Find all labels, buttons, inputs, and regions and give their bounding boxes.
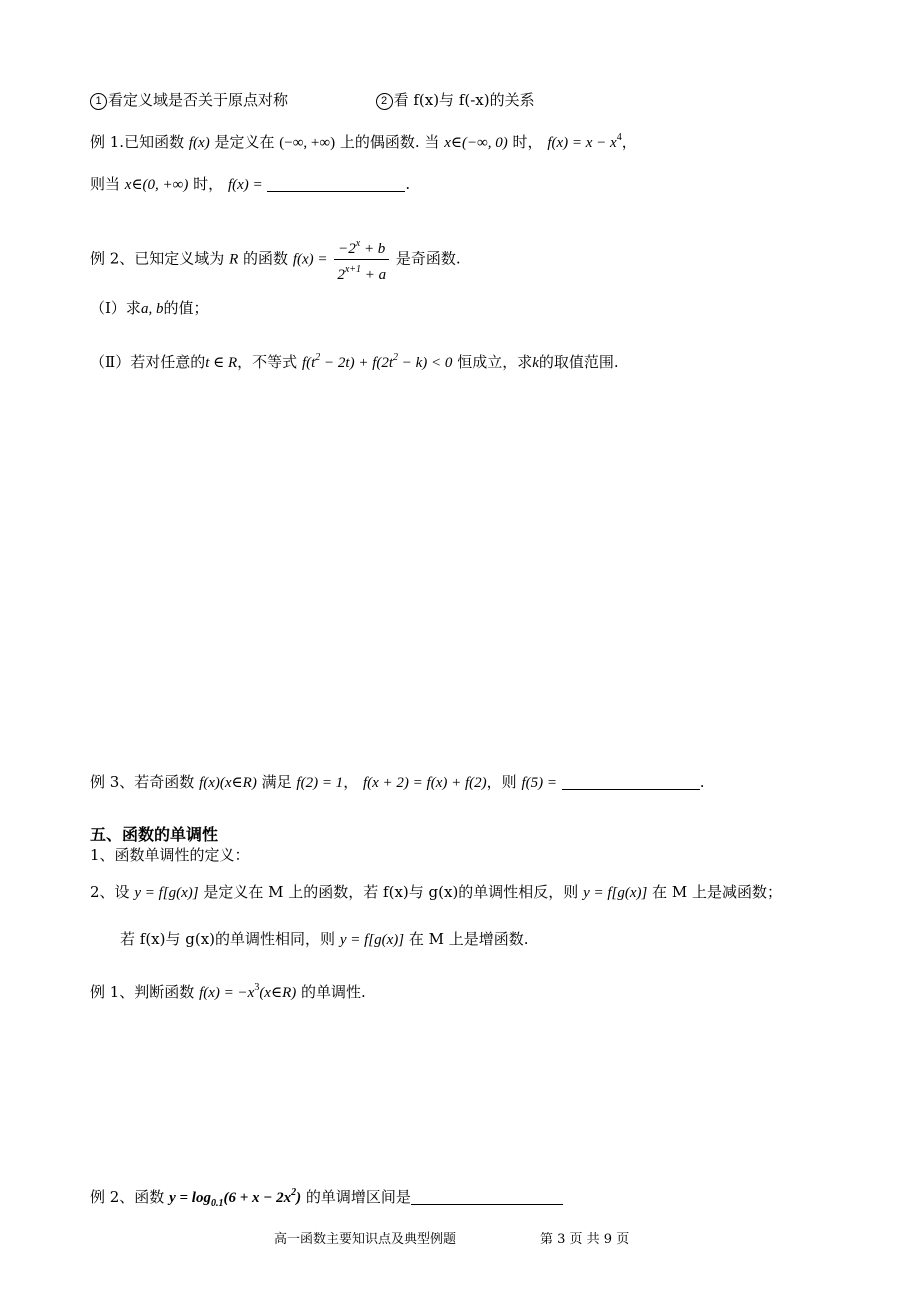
math-log-expression (169, 1187, 302, 1209)
answer-blank[interactable] (267, 177, 405, 192)
text: 的函数 (243, 249, 289, 268)
example-1-intro: 例 1.已知函数 (90, 133, 185, 151)
composite-rule-line-2 (120, 929, 529, 950)
math-f-x: f(x) = (292, 251, 328, 268)
example-3-line (90, 772, 705, 793)
text: 例 1、判断函数 (90, 983, 195, 1001)
text: （Ⅱ）若对任意的 (90, 353, 206, 371)
s5-example-1 (90, 978, 366, 1003)
text: （Ⅰ）求 (90, 299, 141, 317)
text: ， (343, 773, 359, 791)
math-condition-2: f(x + 2) = f(x) + f(2) (362, 775, 487, 791)
text: 的值； (163, 299, 209, 317)
math-subscript: 0.1 (210, 1198, 224, 1209)
check-relation-text: 看 f(x)与 f(-x)的关系 (393, 91, 535, 109)
composite-rule-line-1 (90, 882, 782, 903)
text: 时， (193, 175, 224, 193)
math-exponent: 2 (291, 1187, 297, 1198)
example-2-intro: 例 2、已知定义域为 (90, 249, 225, 268)
text: 是定义在 M 上的函数，若 f(x)与 g(x)的单调性相反，则 (203, 883, 579, 901)
math-domain: (−∞, +∞) (279, 135, 336, 151)
text: 则当 (90, 175, 121, 193)
text: 例 2、函数 (90, 1188, 165, 1206)
text: ，不等式 (237, 353, 298, 371)
answer-blank[interactable] (411, 1190, 563, 1205)
math-k: k (532, 355, 539, 371)
math-a-b: a, b (140, 301, 164, 317)
fraction-denominator (334, 260, 389, 285)
math: − 2t) + f(2t (320, 355, 394, 371)
text: . (405, 175, 411, 193)
text: 是定义在 (214, 133, 275, 151)
text: 的单调增区间是 (305, 1188, 411, 1206)
math-inequality (301, 352, 453, 371)
circled-number-1: 1 (90, 93, 107, 110)
text: 的取值范围. (538, 353, 619, 371)
text: 2、设 (90, 883, 130, 901)
math-condition: x∈(0, +∞) (124, 177, 189, 193)
math-equation: f(x) = x − x (547, 135, 617, 151)
text: 恒成立，求 (457, 353, 533, 371)
math: f(t (301, 355, 316, 371)
example-1-line-1 (90, 128, 637, 153)
math-condition-1: f(2) = 1 (296, 775, 344, 791)
text: ， (621, 133, 637, 151)
math-f-5: f(5) = (521, 775, 557, 791)
math: −2 (338, 241, 356, 257)
math: + b (360, 241, 386, 257)
math-exponent: 4 (616, 132, 622, 143)
math: f(x) = −x (199, 985, 255, 1001)
answer-blank[interactable] (562, 775, 700, 790)
text: 若 f(x)与 g(x)的单调性相同，则 (120, 930, 336, 948)
text: 在 M 上是减函数； (652, 883, 783, 901)
monotonicity-definition: 1、函数单调性的定义： (90, 846, 250, 864)
math-R: R (229, 251, 239, 268)
text: 时， (512, 133, 543, 151)
math-f-x: f(x) (188, 135, 210, 151)
section-heading: 五、函数的单调性 (90, 825, 219, 844)
math-exponent: 2 (393, 352, 399, 363)
text: 满足 (261, 773, 292, 791)
text: . (699, 773, 705, 791)
math: (6 + x − 2x (223, 1190, 292, 1206)
example-1-line-2 (90, 174, 410, 195)
text: ，则 (486, 773, 517, 791)
math-exponent: x (355, 238, 361, 249)
math: y = log (169, 1190, 211, 1206)
math-exponent: 3 (254, 982, 260, 993)
example-3-intro: 例 3、若奇函数 (90, 773, 195, 791)
math-composite: y = f[g(x)] (583, 885, 648, 901)
check-domain-text: 看定义域是否关于原点对称 (108, 91, 289, 109)
math: 2 (337, 267, 345, 283)
footer-title: 高一函数主要知识点及典型例题 (274, 1232, 457, 1247)
text: 是奇函数. (395, 249, 461, 268)
fraction (334, 234, 389, 285)
math: + a (361, 267, 387, 283)
math-exponent: x+1 (344, 264, 361, 275)
footer-page-number: 第 3 页 共 9 页 (540, 1232, 630, 1247)
example-2-line-1 (90, 234, 461, 285)
text: 的单调性. (301, 983, 366, 1001)
fraction-numerator (334, 234, 389, 260)
math-f-x: f(x)(x∈R) (199, 775, 257, 791)
math: (x∈R) (259, 985, 297, 1001)
parity-check-line (90, 90, 535, 110)
math-composite: y = f[g(x)] (134, 885, 199, 901)
example-2-part-1 (90, 298, 208, 319)
math-condition: x∈(−∞, 0) (444, 135, 508, 151)
math-exponent: 2 (315, 352, 321, 363)
example-2-part-2 (90, 348, 619, 373)
s5-example-2 (90, 1183, 563, 1214)
text: 在 M 上是增函数. (408, 930, 529, 948)
text: 上的偶函数. 当 (339, 133, 440, 151)
math-equation: f(x) = (227, 177, 263, 193)
math: ) (296, 1190, 302, 1206)
math-t-in-R: t ∈ R (205, 355, 238, 371)
math: − k) < 0 (398, 355, 453, 371)
math-composite: y = f[g(x)] (339, 932, 405, 948)
circled-number-2: 2 (376, 93, 393, 110)
